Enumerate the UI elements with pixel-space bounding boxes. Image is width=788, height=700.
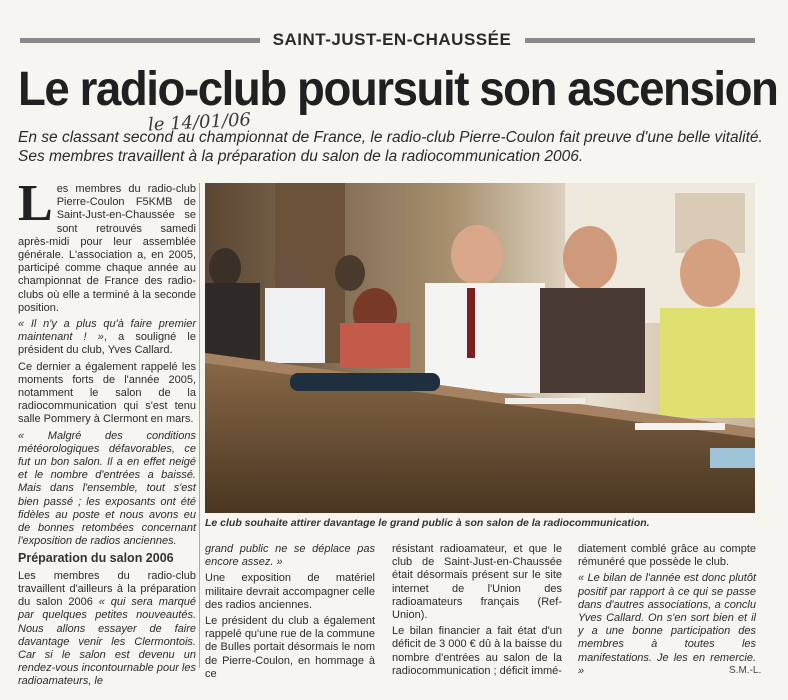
paragraph: Les membres du radio-club Pierre-Coulon F5KMB de Saint-Just-en-Chaussée se sont retrouvés samedi après-midi pour leur assemblée générale. L'association a, en 2005, participé comme chaque année au championnat de France des radio-clubs où elle a terminé à la seconde position. <box>18 175 196 314</box>
section-rule-left <box>20 38 260 43</box>
article-column-2 <box>205 543 375 684</box>
paragraph: Une exposition de matériel militaire devrait accompagner celle des radios anciennes. <box>205 572 375 611</box>
photo-caption: Le club souhaite attirer davantage le grand public à son salon de la radiocommunication. <box>205 517 650 529</box>
article-column-3 <box>392 543 562 681</box>
article-column-4 <box>578 543 756 681</box>
lead-paragraph: En se classant second au championnat de France, le radio-club Pierre-Coulon fait preuve d'une belle vitalité. Ses membres travaillent à la préparation du salon de la radiocommunication 2006. <box>18 129 763 165</box>
paragraph: Le bilan financier a fait état d'un déficit de 3 000 € dû à la baisse du nombre d'entrées au salon de la radiocommunication ; déficit immé- <box>392 625 563 677</box>
headline: Le radio-club poursuit son ascension <box>18 63 778 116</box>
section-title: SAINT-JUST-EN-CHAUSSÉE <box>272 30 512 49</box>
handwritten-date: le 14/01/06 <box>147 109 252 136</box>
paragraph: Ce dernier a également rappelé les moments forts de l'année 2005, notamment le salon de la radiocommunication qui s'est tenu salle Pommery à Clermont en mars. <box>18 360 196 426</box>
article-photo <box>205 183 755 513</box>
paragraph: Les membres du radio-club travaillent d'ailleurs à la préparation du salon 2006 « qui sera marqué par quelques petites nouveautés. Nous allons essayer de faire davantage venir les Clermontois. Car si le salon est devenu un rendez-vous incontournable pour les radioamateurs, le <box>18 569 196 688</box>
article-column-1 <box>18 175 196 692</box>
paragraph: « Il n'y a plus qu'à faire premier maintenant ! », a souligné le président du club, Yves Callard. <box>18 318 196 357</box>
column-divider <box>199 183 200 668</box>
subheading: Préparation du salon 2006 <box>18 551 174 566</box>
drop-cap: L <box>18 175 53 232</box>
paragraph: résistant radioamateur, et que le club de Saint-Just-en-Chaussée était désormais présent sur le site internet de l'Union des radioamateurs français (Ref-Union). <box>392 543 562 622</box>
paragraph: grand public ne se déplace pas encore assez. » <box>205 543 375 569</box>
paragraph: diatement comblé grâce au compte rémunéré que possède le club. <box>578 543 756 569</box>
meeting-photo-illustration <box>205 183 755 513</box>
paragraph: « Malgré des conditions météorologiques défavorables, ce fut un bon salon. Il a en effet neigé et le nombre d'entrées a baissé. Mais dans l'ensemble, tout s'est bien passé ; les exposants ont été fidèles au poste et nous avons eu de bonnes retombées concernant l'exposition de radios anciennes. <box>18 429 196 548</box>
paragraph: « Le bilan de l'année est donc plutôt positif par rapport à ce qui se passe dans d'autres associations, a conclu Yves Callard. On s'en sort bien et il y a une bonne participation des membres à toutes les manifestations. Je les en remercie. » <box>578 572 756 677</box>
author-signature: S.M.-L. <box>729 665 762 676</box>
paragraph: Le président du club a également rappelé qu'une rue de la commune de Bulles portait désormais le nom de Pierre-Coulon, en hommage à ce <box>205 615 375 680</box>
section-rule-right <box>525 38 755 43</box>
